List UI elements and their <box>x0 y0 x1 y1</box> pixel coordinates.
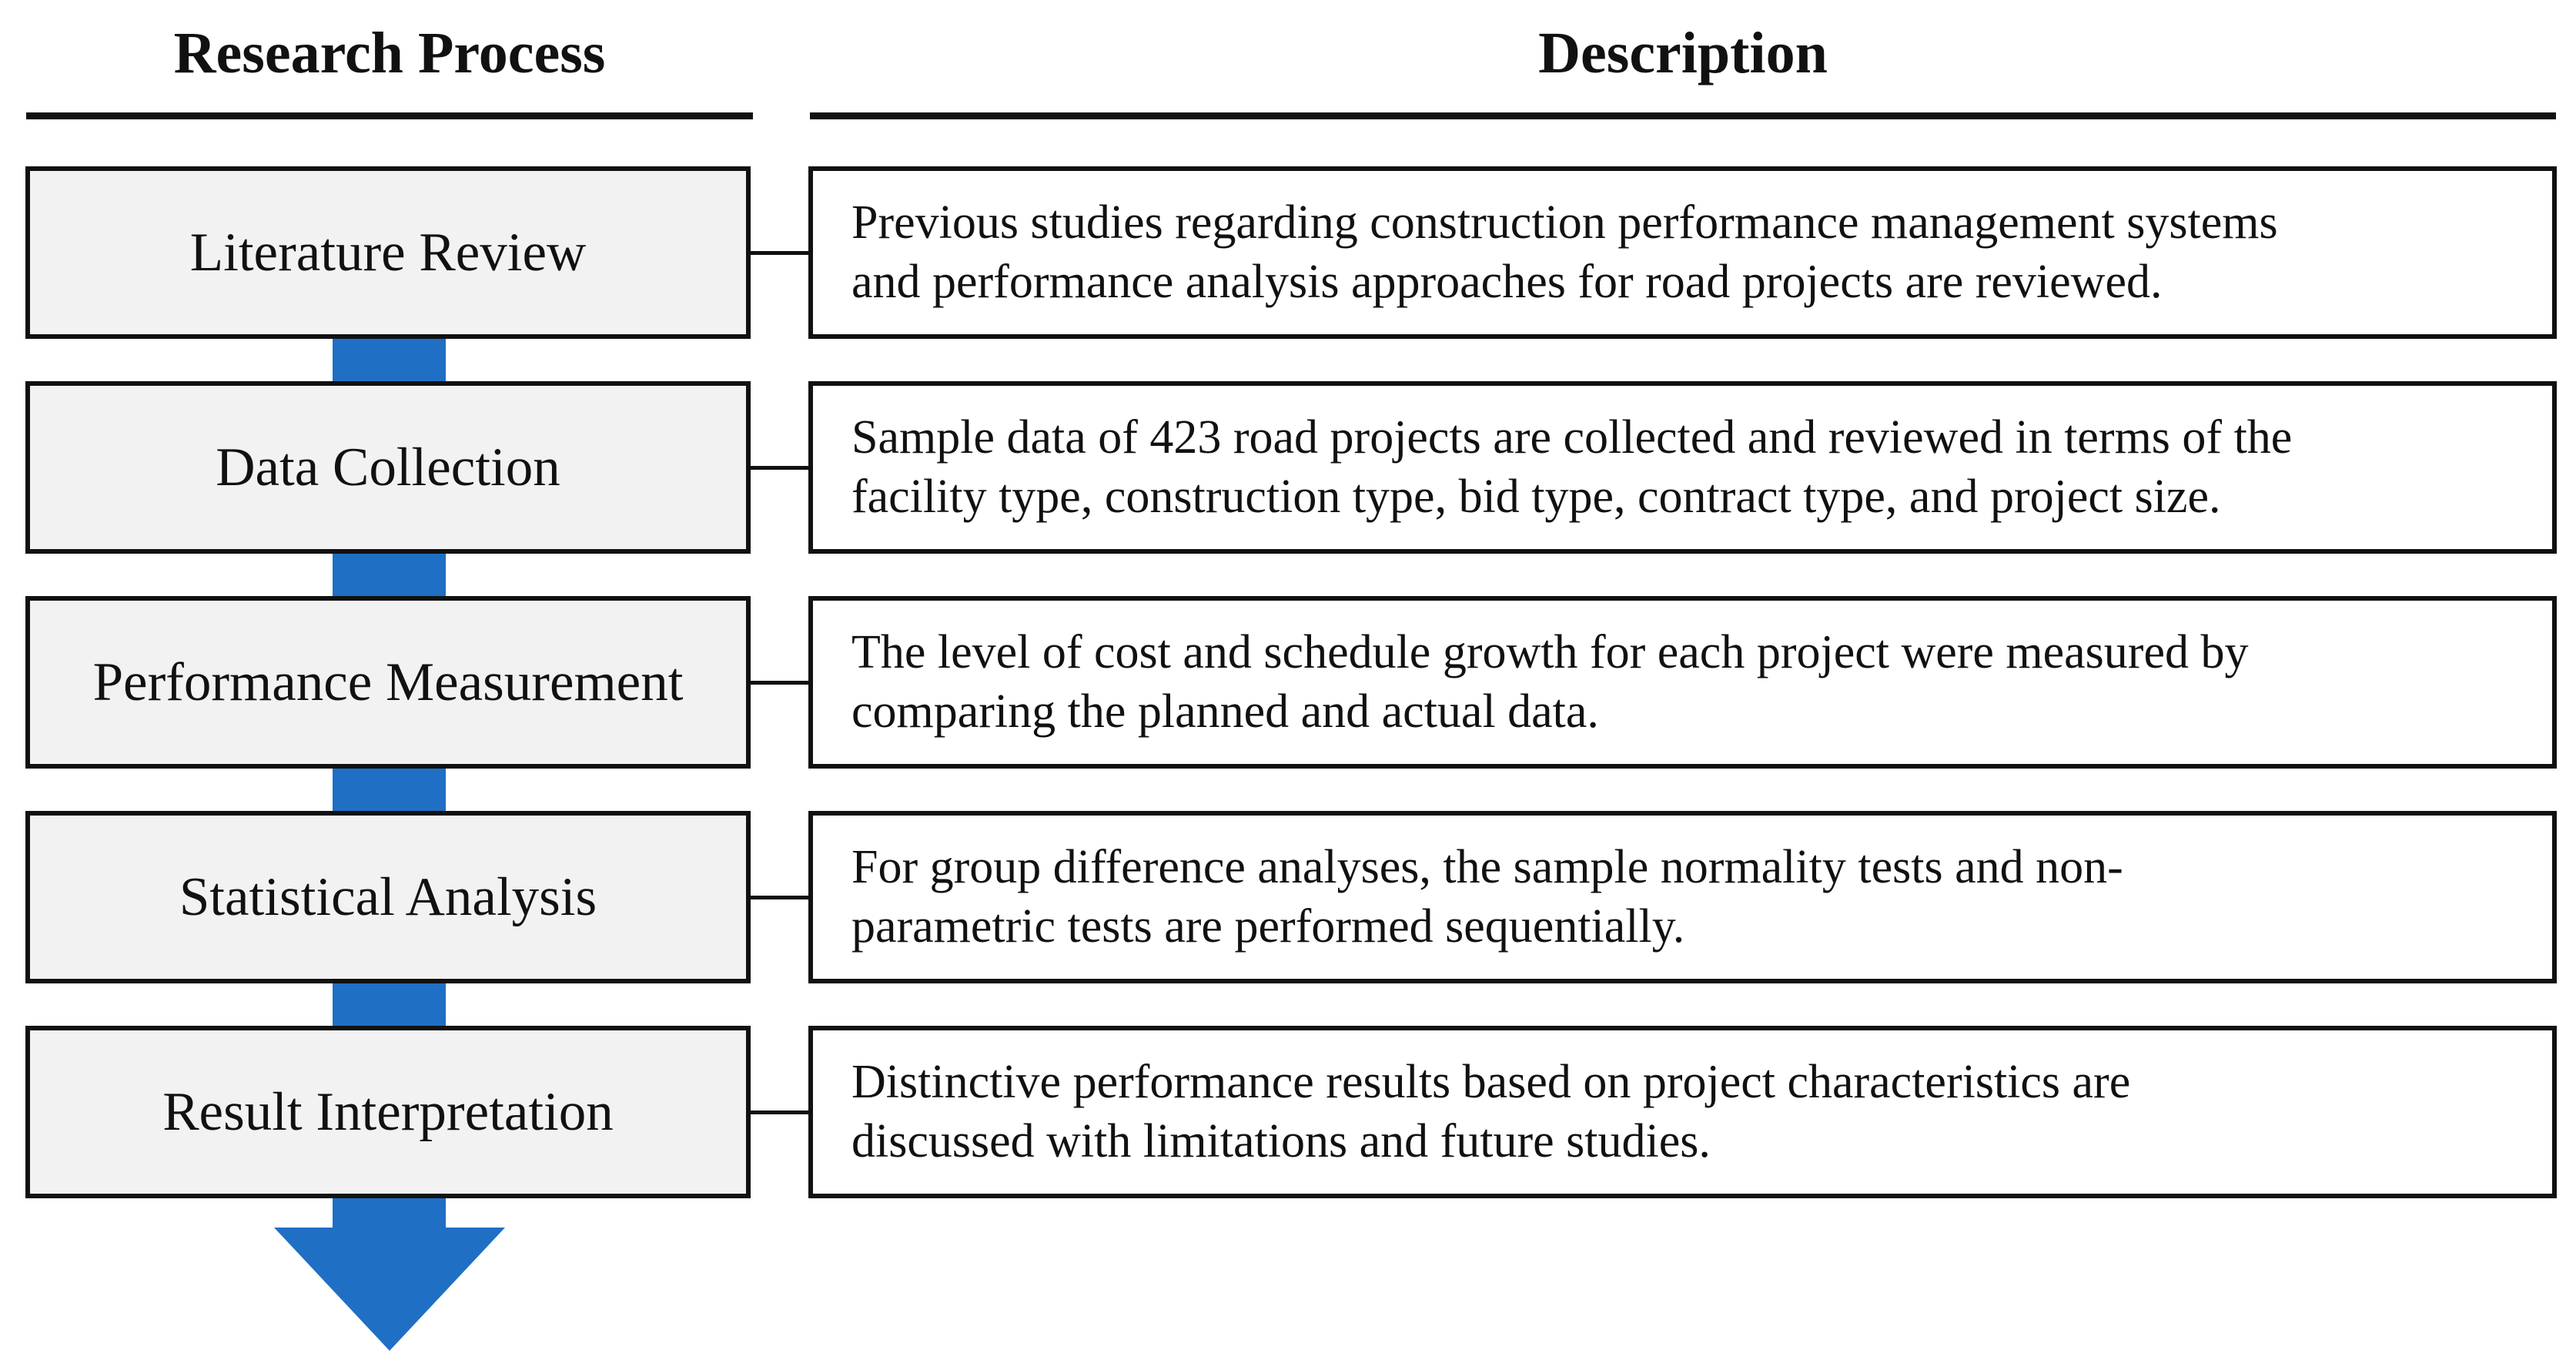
description-line: Previous studies regarding construction performance management systems <box>851 196 2278 249</box>
description-line: parametric tests are performed sequentially. <box>851 900 1685 953</box>
flow-arrow-shaft <box>333 980 446 1029</box>
process-step-box <box>25 166 751 339</box>
process-step-box <box>25 811 751 983</box>
process-step-label: Performance Measurement <box>92 652 684 712</box>
description-line: The level of cost and schedule growth for each project were measured by <box>851 626 2249 678</box>
process-step-label: Statistical Analysis <box>179 866 597 927</box>
process-step-label: Data Collection <box>216 437 560 497</box>
process-step-label: Literature Review <box>189 222 587 283</box>
description-line: comparing the planned and actual data. <box>851 685 1599 738</box>
step-description-box <box>808 1026 2557 1198</box>
flow-arrow-shaft <box>333 336 446 384</box>
step-description-box <box>808 381 2557 554</box>
step-description-text <box>851 623 2248 742</box>
research-process-heading: Research Process <box>173 21 606 85</box>
description-heading-rule <box>810 112 2556 119</box>
process-step-box <box>25 381 751 554</box>
step-description-text <box>851 838 2123 956</box>
flow-arrow-shaft <box>333 551 446 599</box>
description-line: For group difference analyses, the sample normality tests and non- <box>851 841 2123 893</box>
description-line: Sample data of 423 road projects are collected and reviewed in terms of the <box>851 411 2293 464</box>
description-heading: Description <box>1538 21 1828 85</box>
step-connector-line <box>751 896 811 899</box>
description-line: and performance analysis approaches for road projects are reviewed. <box>851 256 2163 308</box>
arrow-head-shape <box>274 1228 505 1351</box>
step-connector-line <box>751 681 811 685</box>
description-line: facility type, construction type, bid type, contract type, and project size. <box>851 471 2221 523</box>
step-description-box <box>808 596 2557 769</box>
step-connector-line <box>751 1110 811 1114</box>
flow-arrow-head-icon <box>274 1228 505 1351</box>
step-description-text <box>851 1053 2130 1171</box>
description-line: Distinctive performance results based on project characteristics are <box>851 1056 2131 1108</box>
step-description-box <box>808 166 2557 339</box>
process-heading-rule <box>26 112 753 119</box>
step-description-text <box>851 193 2278 312</box>
description-line: discussed with limitations and future studies. <box>851 1115 1711 1167</box>
flow-arrow-shaft <box>333 765 446 814</box>
process-step-box <box>25 1026 751 1198</box>
process-step-box <box>25 596 751 769</box>
step-connector-line <box>751 251 811 255</box>
step-description-box <box>808 811 2557 983</box>
step-description-text <box>851 408 2292 527</box>
step-connector-line <box>751 466 811 470</box>
flow-arrow-shaft <box>333 1195 446 1232</box>
process-step-label: Result Interpretation <box>162 1081 614 1142</box>
